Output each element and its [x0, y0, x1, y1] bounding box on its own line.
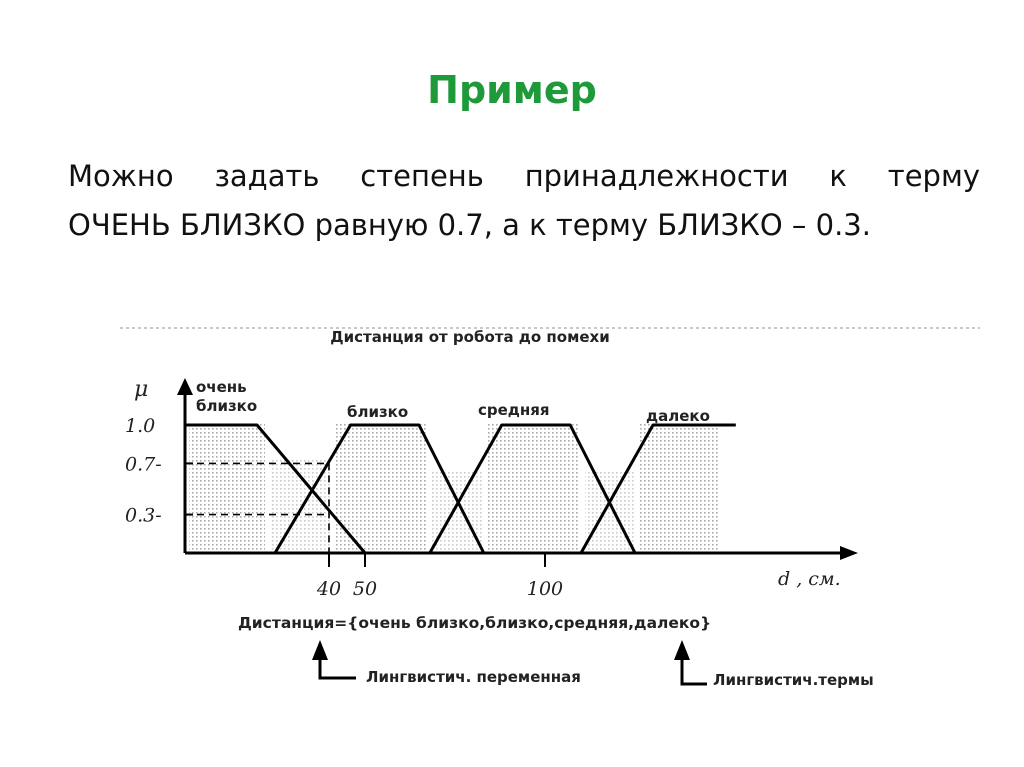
x-tick-label: 50: [352, 578, 378, 600]
annotation-variable: [312, 640, 581, 686]
body-line-1: Можно задать степень принадлежности к терму: [68, 159, 980, 193]
diagram-title: Дистанция от робота до помехи: [330, 328, 610, 346]
annotation-variable-label: Лингвистич. переменная: [366, 668, 581, 686]
terms-arrow-head: [674, 640, 690, 660]
body-line-2: ОЧЕНЬ БЛИЗКО равную 0.7, а к терму БЛИЗКО – 0.3.: [68, 208, 871, 242]
variable-arrow-head: [312, 640, 328, 660]
y-tick-label: 0.3-: [125, 504, 162, 527]
annotation-terms: [674, 640, 874, 689]
y-tick-label: 1.0: [125, 415, 156, 437]
x-ticks: [316, 553, 563, 600]
x-axis-label: d , см.: [778, 568, 841, 590]
y-axis-arrow: [177, 378, 193, 395]
term-label-0-line2: близко: [196, 397, 258, 415]
variable-arrow-stem: [320, 659, 356, 678]
x-axis-arrow: [840, 546, 858, 560]
x-tick-label: 100: [526, 578, 564, 600]
y-ticks: [125, 415, 193, 527]
y-axis-label: μ: [134, 377, 149, 402]
x-tick-label: 40: [316, 578, 342, 600]
term-label-1: близко: [347, 403, 409, 421]
term-label-0: очень: [196, 378, 247, 396]
terms-arrow-stem: [682, 659, 707, 684]
term-label-2: средняя: [478, 401, 550, 419]
slide-title: Пример: [427, 68, 597, 112]
term-labels: [196, 378, 710, 425]
annotation-terms-label: Лингвистич.термы: [713, 671, 874, 689]
y-tick-label: 0.7-: [125, 453, 162, 476]
grid-dots: [189, 424, 718, 552]
term-label-3: далеко: [646, 407, 710, 425]
set-definition: Дистанция={очень близко,близко,средняя,далеко}: [238, 614, 712, 632]
